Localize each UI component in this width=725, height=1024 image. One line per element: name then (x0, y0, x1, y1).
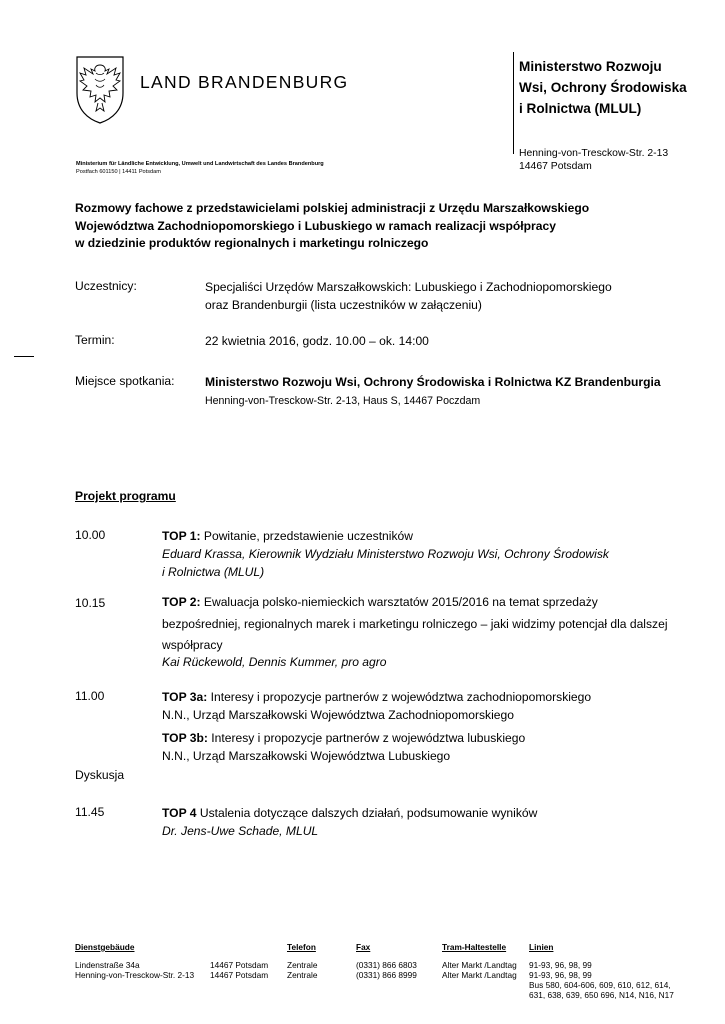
agenda-top-label: TOP 1: (162, 529, 201, 543)
agenda-time: 10.00 (75, 528, 106, 542)
venue-name: Ministerstwo Rozwoju Wsi, Ochrony Środowiska i Rolnictwa KZ Brandenburgia (205, 375, 661, 389)
footer-col-building (75, 942, 194, 980)
footer-fax: (0331) 866 6803 (356, 960, 417, 970)
footer-col-tram (442, 942, 517, 980)
footer-bus-lines: Bus 580, 604-606, 609, 610, 612, 614, (529, 980, 671, 990)
footer-bus-lines: 631, 638, 639, 650 696, N14, N16, N17 (529, 990, 674, 1000)
ministry-address (519, 147, 668, 173)
term-label: Termin: (75, 333, 115, 347)
participants-label: Uczestnicy: (75, 279, 137, 293)
agenda-top-label: TOP 3a: (162, 690, 208, 704)
footer-header: Telefon (287, 942, 316, 952)
agenda-title-line: współpracy (162, 638, 223, 652)
agenda-speaker: Kai Rückewold, Dennis Kummer, pro agro (162, 655, 387, 669)
agenda-item-top3a (162, 688, 591, 724)
ministry-name-line: i Rolnictwa (MLUL) (519, 101, 642, 116)
address-line: Henning-von-Tresckow-Str. 2-13 (519, 148, 669, 159)
ministry-name-line: Wsi, Ochrony Środowiska (519, 80, 687, 95)
footer-street: Henning-von-Tresckow-Str. 2-13 (75, 970, 195, 980)
agenda-title: Interesy i propozycje partnerów z województwa lubuskiego (207, 731, 526, 745)
venue-label: Miejsce spotkania: (75, 374, 175, 388)
footer-col-fax (356, 942, 417, 980)
footer-col-city (210, 960, 268, 980)
agenda-title: Interesy i propozycje partnerów z województwa zachodniopomorskiego (207, 690, 592, 704)
fold-mark (14, 356, 34, 357)
ministry-name-block (519, 56, 687, 119)
document-title (75, 200, 589, 253)
title-line: Województwa Zachodniopomorskiego i Lubuskiego w ramach realizacji współpracy (75, 218, 556, 233)
footer-phone: Zentrale (287, 970, 318, 980)
agenda-item-top3b (162, 729, 525, 765)
agenda-top-label: TOP 3b: (162, 731, 208, 745)
participants-line: Specjaliści Urzędów Marszałkowskich: Lubuskiego i Zachodniopomorskiego (205, 280, 612, 294)
footer-street: Lindenstraße 34a (75, 960, 140, 970)
discussion-label: Dyskusja (75, 768, 125, 782)
brandenburg-eagle-crest-icon (74, 55, 126, 125)
ministry-name-line: Ministerstwo Rozwoju (519, 59, 662, 74)
footer-lines: 91-93, 96, 98, 99 (529, 960, 592, 970)
state-name: LAND BRANDENBURG (140, 72, 349, 92)
agenda-speaker: Dr. Jens-Uwe Schade, MLUL (162, 824, 319, 838)
address-line: 14467 Potsdam (519, 161, 592, 172)
footer-header: Dienstgebäude (75, 942, 135, 952)
agenda-top-label: TOP 4 (162, 806, 197, 820)
participants-value (205, 278, 612, 314)
footer-header: Fax (356, 942, 371, 952)
letterhead-divider (513, 52, 514, 154)
agenda-title: Ustalenia dotyczące dalszych działań, podsumowanie wyników (196, 806, 538, 820)
agenda-time: 10.15 (75, 596, 106, 610)
agenda-title-line: bezpośredniej, regionalnych marek i marketingu rolniczego – jaki widzimy potencjał dla dalszej (162, 616, 668, 631)
footer-city: 14467 Potsdam (210, 970, 269, 980)
footer-lines: 91-93, 96, 98, 99 (529, 970, 592, 980)
postfach: Postfach 601150 | 14411 Potsdam (76, 169, 161, 175)
agenda-time: 11.00 (75, 689, 105, 703)
agenda-title: Powitanie, przedstawienie uczestników (200, 529, 413, 543)
program-heading: Projekt programu (75, 489, 176, 503)
ministry-name-small: Ministerium für Ländliche Entwicklung, Umwelt und Landwirtschaft des Landes Brandenburg (76, 161, 324, 167)
agenda-item-top2 (162, 592, 668, 657)
agenda-item-top4 (162, 804, 537, 840)
title-line: Rozmowy fachowe z przedstawicielami polskiej administracji z Urzędu Marszałkowskiego (75, 201, 590, 215)
agenda-speaker: N.N., Urząd Marszałkowski Województwa Lubuskiego (162, 749, 451, 763)
term-value: 22 kwietnia 2016, godz. 10.00 – ok. 14:00 (205, 334, 429, 348)
agenda-speaker-top2 (162, 653, 387, 671)
agenda-top-label: TOP 2: (162, 595, 201, 609)
footer-col-phone (287, 942, 317, 980)
footer-city: 14467 Potsdam (210, 960, 269, 970)
footer-fax: (0331) 866 8999 (356, 970, 417, 980)
agenda-speaker: N.N., Urząd Marszałkowski Województwa Zachodniopomorskiego (162, 708, 514, 722)
agenda-item-top1 (162, 527, 609, 581)
footer-header: Linien (529, 942, 554, 952)
footer-col-lines (529, 942, 674, 1000)
title-line: w dziedzinie produktów regionalnych i marketingu rolniczego (75, 236, 429, 250)
agenda-title: Ewaluacja polsko-niemieckich warsztatów 2015/2016 na temat sprzedaży (200, 595, 598, 609)
participants-line: oraz Brandenburgii (lista uczestników w załączeniu) (205, 298, 482, 312)
venue-address: Henning-von-Tresckow-Str. 2-13, Haus S, 14467 Poczdam (205, 395, 481, 407)
agenda-time: 11.45 (75, 805, 105, 819)
footer-tram: Alter Markt /Landtag (442, 970, 517, 980)
agenda-speaker: Eduard Krassa, Kierownik Wydziału Ministerstwo Rozwoju Wsi, Ochrony Środowisk (162, 547, 609, 561)
footer-header: Tram-Haltestelle (442, 942, 507, 952)
footer-phone: Zentrale (287, 960, 318, 970)
footer-tram: Alter Markt /Landtag (442, 960, 517, 970)
agenda-speaker: i Rolnictwa (MLUL) (162, 565, 265, 579)
